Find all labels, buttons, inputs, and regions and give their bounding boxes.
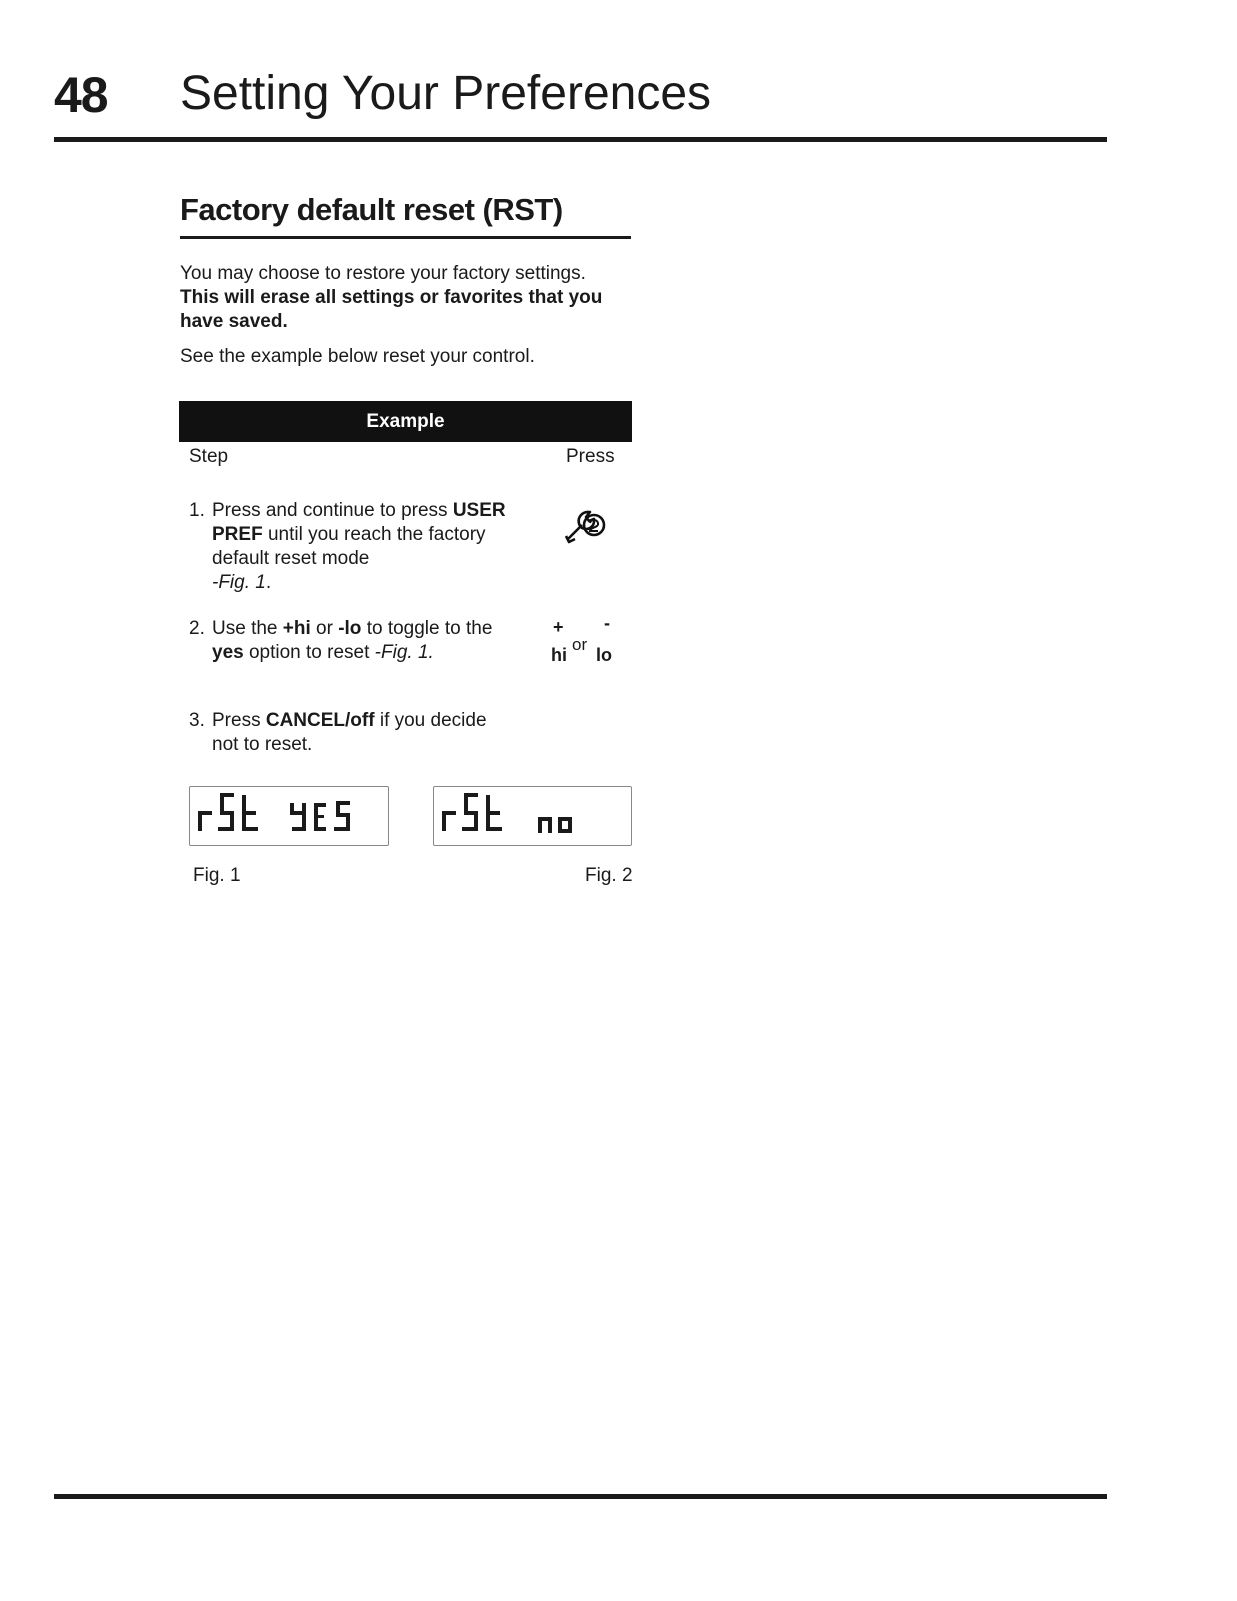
intro-text: You may choose to restore your factory settings. bbox=[180, 263, 586, 284]
hi-label: hi bbox=[551, 645, 567, 665]
section-rule bbox=[180, 236, 631, 239]
header-rule bbox=[54, 137, 1107, 142]
column-header-step: Step bbox=[189, 446, 229, 467]
lcd-display-fig1 bbox=[189, 786, 389, 846]
wrench-icon bbox=[562, 506, 608, 546]
section-title: Factory default reset (RST) bbox=[180, 192, 563, 227]
lcd-display-fig2 bbox=[433, 786, 632, 846]
step-number: 1. bbox=[189, 500, 205, 521]
step-text: Use the +hi or -lo to toggle to the yes option to reset -Fig. 1. bbox=[212, 618, 493, 663]
step-number: 3. bbox=[189, 710, 205, 731]
column-header-press: Press bbox=[566, 446, 615, 467]
page-title: Setting Your Preferences bbox=[180, 67, 712, 120]
plus-label: + bbox=[553, 617, 564, 637]
example-heading: Example bbox=[179, 401, 632, 442]
warning-text: This will erase all settings or favorites that you have saved. bbox=[180, 287, 603, 332]
example-intro-text: See the example below reset your control. bbox=[180, 346, 535, 367]
or-label: or bbox=[572, 635, 588, 654]
step-text: Press CANCEL/off if you decide not to reset. bbox=[212, 710, 487, 755]
figure-caption-2: Fig. 2 bbox=[585, 865, 633, 886]
page-number: 48 bbox=[54, 67, 108, 123]
hi-lo-buttons bbox=[550, 613, 622, 667]
minus-label: - bbox=[604, 613, 610, 633]
lo-label: lo bbox=[596, 645, 612, 665]
step-text: Press and continue to press USER PREF until you reach the factory default reset mode -Fig. 1. bbox=[212, 500, 506, 593]
figure-caption-1: Fig. 1 bbox=[193, 865, 241, 886]
step-number: 2. bbox=[189, 618, 205, 639]
footer-rule bbox=[54, 1494, 1107, 1499]
